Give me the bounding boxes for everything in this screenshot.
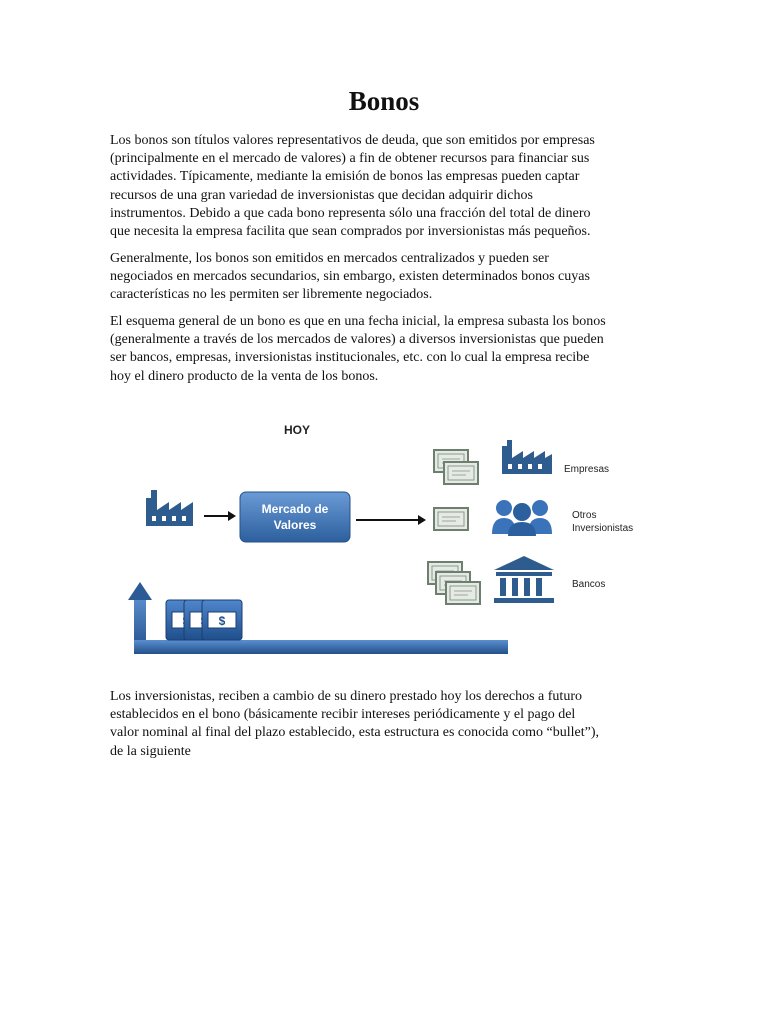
factory-icon — [502, 440, 552, 474]
text-line: de la siguiente — [110, 743, 191, 759]
investor-label-otros: Inversionistas — [572, 523, 634, 534]
text-line: (principalmente en el mercado de valores) a fin de obtener recursos para financiar sus — [110, 151, 590, 167]
dollar-sign: $ — [218, 614, 226, 628]
text-line: Generalmente, los bonos son emitidos en mercados centralizados y pueden ser — [110, 251, 549, 266]
time-label: HOY — [284, 423, 311, 437]
text-line: Los inversionistas, reciben a cambio de su dinero prestado hoy los derechos a futuro — [110, 689, 582, 704]
text-line: Los bonos son títulos valores representativos de deuda, que son emitidos por empresas — [110, 133, 595, 148]
bond-flow-diagram — [128, 410, 648, 670]
investor-label-bancos: Bancos — [572, 579, 606, 590]
factory-icon — [146, 490, 193, 526]
paragraph-intro — [110, 132, 662, 241]
paragraph-scheme — [110, 313, 662, 386]
text-line: El esquema general de un bono es que en una fecha inicial, la empresa subasta los bonos — [110, 314, 606, 329]
market-box — [240, 492, 350, 542]
market-label: Valores — [273, 518, 317, 532]
bond-certificates-icon — [434, 450, 478, 484]
text-line: instrumentos. Debido a que cada bono representa sólo una fracción del total de dinero — [110, 205, 591, 221]
bond-certificates-icon — [434, 508, 468, 530]
paragraph-markets — [110, 250, 662, 305]
text-line: características no les permiten ser libremente negociados. — [110, 287, 433, 303]
text-line: ser bancos, empresas, inversionistas institucionales, etc. con lo cual la empresa recibe — [110, 350, 590, 366]
investor-label-empresas: Empresas — [564, 464, 610, 475]
people-icon — [492, 500, 552, 536]
arrow-to-investors — [356, 515, 426, 525]
text-line: actividades. Típicamente, mediante la emisión de bonos las empresas pueden captar — [110, 169, 580, 185]
text-line: valor nominal al final del plazo establecido, esta estructura es conocida como “bullet”), — [110, 725, 600, 741]
bank-icon — [494, 556, 554, 603]
bond-certificates-icon — [428, 562, 480, 604]
investor-label-otros: Otros — [572, 510, 597, 521]
page-title: Bonos — [348, 86, 420, 116]
text-line: hoy el dinero producto de la venta de los bonos. — [110, 368, 379, 384]
text-line: establecidos en el bono (básicamente recibir intereses periódicamente y el pago del — [110, 707, 576, 723]
text-line: que necesita la empresa facilita que sean comprados por inversionistas más pequeños. — [110, 224, 591, 240]
money-bills-icon — [166, 600, 242, 640]
arrow-to-market — [204, 511, 236, 521]
text-line: negociados en mercados secundarios, sin embargo, existen determinados bonos cuyas — [110, 269, 590, 285]
paragraph-investors — [110, 688, 662, 761]
text-line: recursos de una gran variedad de inversionistas que decidan adquirir dichos — [110, 187, 533, 203]
market-label: Mercado de — [261, 502, 329, 516]
text-line: (generalmente a través de los mercados de valores) a diversos inversionistas que pueden — [110, 332, 604, 348]
